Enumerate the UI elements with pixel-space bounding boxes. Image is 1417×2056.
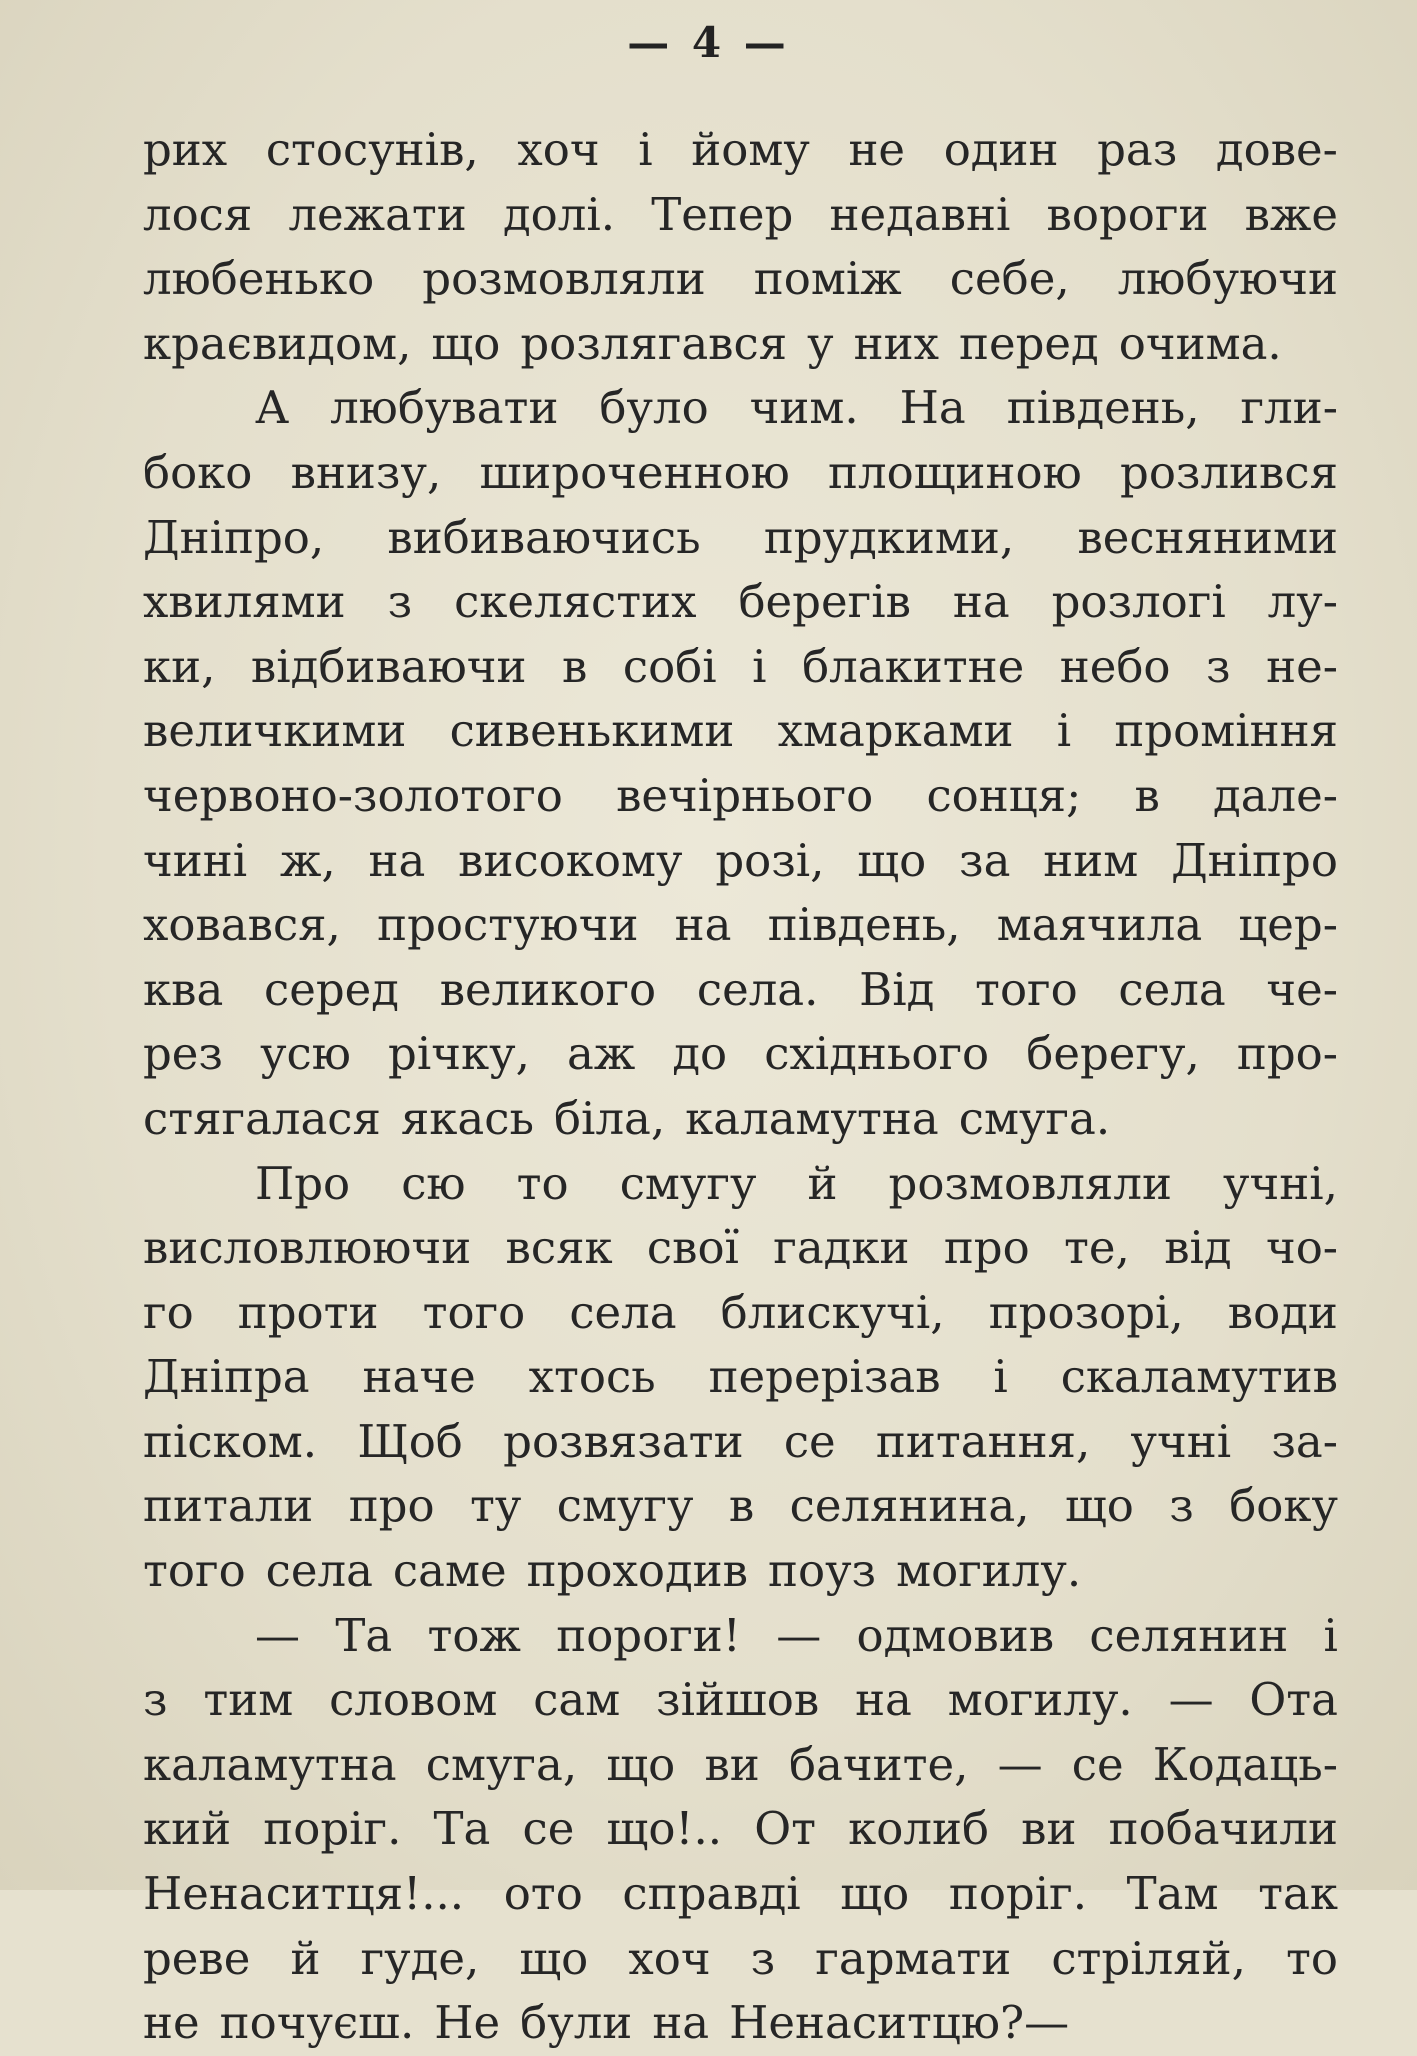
word: се (522, 1802, 575, 1856)
word: східнього (764, 1027, 990, 1081)
word: розвязати (503, 1414, 744, 1468)
word: до (672, 1027, 728, 1081)
word: сивенькими (449, 704, 735, 758)
word: вибиваючись (387, 510, 701, 564)
text-line (143, 312, 1338, 377)
word: прудкими, (763, 510, 1015, 564)
text-line (143, 441, 1338, 506)
word: то (516, 1156, 569, 1210)
word: піском. (143, 1414, 318, 1468)
word: гуде, (360, 1931, 480, 1985)
word: Кодаць- (1152, 1737, 1338, 1791)
word: питання, (875, 1414, 1091, 1468)
word: відбиваючи (250, 639, 527, 693)
text-line (143, 1474, 1338, 1539)
text-line (143, 1216, 1338, 1281)
word: сонця; (926, 768, 1082, 822)
word: розлився (1120, 445, 1338, 499)
word: і (752, 639, 767, 693)
word: ква (143, 962, 224, 1016)
word: дове- (1215, 123, 1338, 176)
text-line (143, 1733, 1338, 1798)
word: величкими (143, 704, 407, 758)
word: ж, (279, 833, 336, 887)
word: того (143, 1544, 246, 1598)
word: того (422, 1285, 526, 1339)
word: лу- (1267, 575, 1338, 629)
text-line (143, 1991, 1338, 2056)
word: з (1206, 639, 1231, 693)
word: про (348, 1479, 435, 1533)
word: перед (958, 316, 1099, 370)
text-line (143, 1410, 1338, 1475)
text-line (143, 635, 1338, 700)
word: ки, (143, 639, 216, 693)
word: сам (533, 1673, 621, 1727)
word: весняними (1077, 510, 1338, 564)
word: ви (704, 1737, 760, 1791)
word: блакитне (802, 639, 1025, 693)
word: колиб (848, 1802, 990, 1856)
word: на (674, 898, 732, 952)
text-line (143, 829, 1338, 894)
word: гармати (815, 1931, 1012, 1985)
word: Ота (1249, 1673, 1338, 1727)
word: смуга, (425, 1737, 578, 1791)
word: — (1168, 1673, 1214, 1727)
word: могилу. (896, 1544, 1082, 1598)
word: один (943, 123, 1059, 176)
word: було (599, 381, 709, 435)
word: внизу, (290, 445, 442, 499)
word: чині (143, 833, 248, 887)
word: села. (696, 962, 819, 1016)
word: і (638, 123, 653, 176)
word: реве (143, 1931, 251, 1985)
text-line (143, 1539, 1338, 1604)
word: не (848, 123, 906, 176)
word: села (1118, 962, 1226, 1016)
word: на (855, 1673, 912, 1727)
word: південь, (767, 898, 961, 952)
word: великого (439, 962, 657, 1016)
word: річку, (388, 1027, 530, 1081)
word: бачите, (788, 1737, 969, 1791)
word: аж (566, 1027, 636, 1081)
word: скелястих (454, 575, 697, 629)
word: берегів (738, 575, 911, 629)
word: хтось (528, 1350, 656, 1404)
text-line (143, 1668, 1338, 1733)
word: ото (503, 1867, 583, 1921)
word: собі (622, 639, 717, 693)
word: учні, (1223, 1156, 1338, 1210)
word: того (975, 962, 1078, 1016)
text-line (143, 1797, 1338, 1862)
word: недавні (829, 187, 1011, 241)
word: на (952, 575, 1010, 629)
word: і (1056, 704, 1072, 758)
word: проти (237, 1285, 379, 1339)
word: саме (392, 1544, 507, 1598)
word: любувати (330, 381, 559, 435)
word: Від (859, 962, 935, 1016)
word: Дніпра (143, 1350, 310, 1404)
word: простуючи (377, 898, 639, 952)
word: проміння (1114, 704, 1338, 758)
word: лося (143, 187, 253, 241)
word: Дніпро, (143, 510, 325, 564)
word: цер- (1238, 898, 1338, 952)
text-line (143, 118, 1338, 183)
word: вороги (1046, 187, 1209, 241)
text-line (143, 893, 1338, 958)
word: перерізав (708, 1350, 941, 1404)
word: чим. (749, 381, 859, 435)
word: так (1258, 1867, 1338, 1921)
text-line (143, 699, 1338, 764)
word: Дніпро (1171, 833, 1338, 887)
word: словом (329, 1673, 498, 1727)
word: сю (401, 1156, 466, 1210)
word: ту (469, 1479, 522, 1533)
word: — (776, 1608, 822, 1662)
text-line (143, 1604, 1338, 1669)
word: високому (458, 833, 683, 887)
word: про- (1236, 1027, 1338, 1081)
word: південь, (1006, 381, 1200, 435)
paragraph (143, 1604, 1338, 2056)
word: були (520, 1996, 633, 2050)
word: біла, (553, 1091, 666, 1145)
word: що (431, 316, 501, 370)
word: стосунів, (265, 123, 479, 176)
paragraph (143, 1152, 1338, 1604)
word: поріг. (948, 1867, 1088, 1921)
word: се (783, 1414, 836, 1468)
word: От (754, 1802, 817, 1856)
word: маячила (996, 898, 1203, 952)
text-line (143, 1022, 1338, 1087)
word: хмарками (777, 704, 1014, 758)
word: — (997, 1737, 1043, 1791)
paragraph (143, 376, 1338, 1151)
word: че- (1266, 962, 1338, 1016)
word: хоч (517, 123, 600, 176)
word: долі. (502, 187, 616, 241)
text-line (143, 376, 1338, 441)
word: прозорі, (988, 1285, 1184, 1339)
word: смуга. (958, 1091, 1111, 1145)
word: на (652, 1996, 710, 2050)
word: стріляй, (1051, 1931, 1246, 1985)
word: боку (1229, 1479, 1338, 1533)
word: Ненаситця!... (143, 1867, 465, 1921)
text-line (143, 1281, 1338, 1346)
word: не- (1266, 639, 1338, 693)
word: ви (1021, 1802, 1077, 1856)
word: стягалася (143, 1091, 381, 1145)
word: і (1323, 1608, 1338, 1662)
text-line (143, 1345, 1338, 1410)
word: села (569, 1285, 677, 1339)
word: небо (1059, 639, 1171, 693)
word: побачили (1108, 1802, 1338, 1856)
text-line (143, 958, 1338, 1023)
text-line (143, 1087, 1338, 1152)
word: каламутна (685, 1091, 939, 1145)
word: розмовляли (888, 1156, 1172, 1210)
word: себе, (949, 252, 1070, 306)
word: хвилями (143, 575, 346, 629)
word: Щоб (357, 1414, 463, 1468)
paragraph (143, 118, 1338, 376)
word: На (899, 381, 966, 435)
word: рез (143, 1027, 223, 1081)
word: й (290, 1931, 321, 1985)
word: за- (1271, 1414, 1338, 1468)
word: йому (691, 123, 810, 176)
word: тож (427, 1608, 521, 1662)
word: з (750, 1931, 776, 1985)
word: площиною (828, 445, 1082, 499)
word: на (368, 833, 426, 887)
word: з (143, 1673, 168, 1727)
word: очима. (1118, 316, 1282, 370)
word: розмовляли (422, 252, 706, 306)
word: розі, (715, 833, 825, 887)
word: любенько (143, 252, 375, 306)
word: могилу. (947, 1673, 1133, 1727)
word: се (1071, 1737, 1124, 1791)
word: блискучі, (720, 1285, 945, 1339)
text-line (143, 1862, 1338, 1927)
word: і (993, 1350, 1008, 1404)
word: червоно-золотого (143, 768, 563, 822)
word: вечірнього (616, 768, 874, 822)
word: ним (1043, 833, 1139, 887)
word: Та (433, 1802, 491, 1856)
word: каламутна (143, 1737, 397, 1791)
word: смугу (619, 1156, 757, 1210)
word: А (255, 381, 290, 435)
word: дале- (1213, 768, 1338, 822)
word: рих (143, 123, 228, 176)
word: поріг. (263, 1802, 402, 1856)
word: широченною (479, 445, 790, 499)
word: одмовив (856, 1608, 1055, 1662)
word: лежати (288, 187, 467, 241)
word: скаламутив (1060, 1350, 1338, 1404)
word: то (1285, 1931, 1338, 1985)
text-line (143, 570, 1338, 635)
word: справді (622, 1867, 801, 1921)
word: в (1134, 768, 1160, 822)
word: про (943, 1221, 1030, 1275)
word: них (853, 316, 939, 370)
word: від (1164, 1221, 1232, 1275)
word: якась (400, 1091, 534, 1145)
word: що (1064, 1479, 1134, 1533)
word: вже (1244, 187, 1338, 241)
word: — (255, 1608, 300, 1662)
word: села (265, 1544, 373, 1598)
word: води (1227, 1285, 1338, 1339)
word: висловлюючи (143, 1221, 472, 1275)
word: учні (1130, 1414, 1232, 1468)
word: що (519, 1931, 589, 1985)
word: тим (203, 1673, 294, 1727)
word: го (143, 1285, 194, 1339)
word: раз (1097, 123, 1178, 176)
word: розлягався (520, 316, 788, 370)
word: Не (434, 1996, 501, 2050)
page-number: — 4 — (627, 18, 790, 67)
word: чо- (1265, 1221, 1338, 1275)
word: свої (646, 1221, 739, 1275)
word: ховався, (143, 898, 341, 952)
word: кий (143, 1802, 232, 1856)
word: Ненаситцю?— (729, 1996, 1070, 2050)
word: що (606, 1737, 676, 1791)
word: питали (143, 1479, 314, 1533)
word: серед (264, 962, 399, 1016)
word: що!.. (606, 1802, 723, 1856)
word: берегу, (1026, 1027, 1200, 1081)
word: любуючи (1117, 252, 1338, 306)
text-line (143, 764, 1338, 829)
word: що (840, 1867, 910, 1921)
word: пороги! (556, 1608, 741, 1662)
word: усю (260, 1027, 351, 1081)
word: поуз (767, 1544, 877, 1598)
word: Та (335, 1608, 393, 1662)
word: проходив (526, 1544, 748, 1598)
word: у (807, 316, 834, 370)
word: Там (1126, 1867, 1219, 1921)
word: селянин (1089, 1608, 1289, 1662)
word: хоч (628, 1931, 711, 1985)
word: селянина, (789, 1479, 1030, 1533)
word: не (143, 1996, 200, 2050)
word: поміж (753, 252, 902, 306)
word: Тепер (651, 187, 794, 241)
word: боко (143, 445, 253, 499)
word: гли- (1240, 381, 1338, 435)
word: з (1169, 1479, 1194, 1533)
word: почуєш. (219, 1996, 415, 2050)
text-line (143, 183, 1338, 248)
word: краєвидом, (143, 316, 412, 370)
text-line (143, 247, 1338, 312)
word: й (807, 1156, 838, 1210)
body-text (143, 118, 1338, 2056)
text-line (143, 506, 1338, 571)
word: в (562, 639, 588, 693)
word: всяк (505, 1221, 613, 1275)
text-line (143, 1927, 1338, 1992)
word: Про (255, 1156, 351, 1210)
word: з (387, 575, 413, 629)
word: зійшов (656, 1673, 820, 1727)
word: гадки (773, 1221, 910, 1275)
word: що (857, 833, 927, 887)
word: розлогі (1051, 575, 1226, 629)
text-line (143, 1152, 1338, 1217)
word: те, (1064, 1221, 1130, 1275)
word: наче (362, 1350, 476, 1404)
word: смугу (556, 1479, 694, 1533)
word: в (728, 1479, 755, 1533)
word: за (959, 833, 1011, 887)
